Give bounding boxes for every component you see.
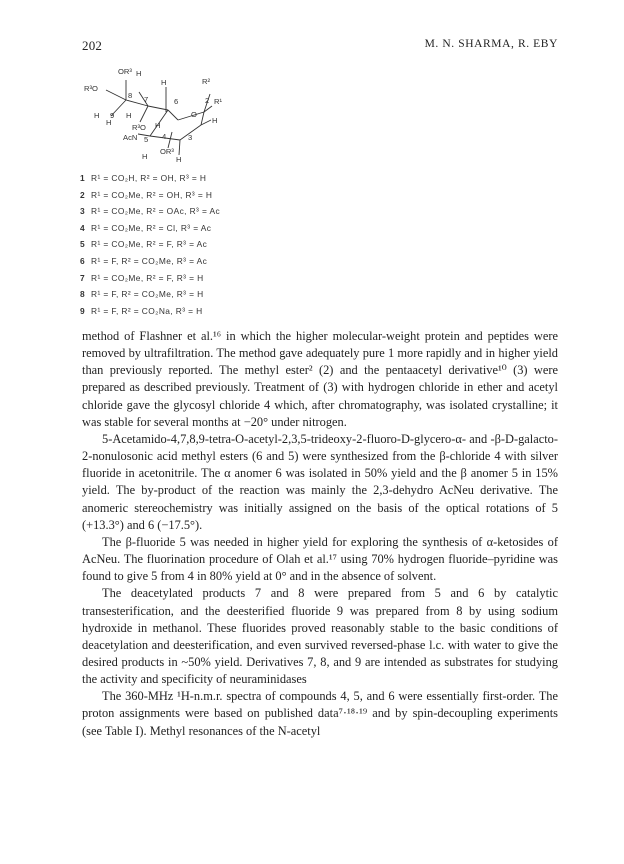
c4-label: 4 xyxy=(162,132,167,141)
compound-substituents: R¹ = CO₂Me, R² = Cl, R³ = Ac xyxy=(91,222,212,233)
page-header xyxy=(82,38,558,54)
c2-label: 2 xyxy=(205,96,210,105)
compound-number: 1 xyxy=(80,173,86,183)
compound-number: 9 xyxy=(80,305,86,316)
compound-number: 3 xyxy=(80,206,86,217)
h-c9b-label: H xyxy=(106,118,112,127)
compound-number: 5 xyxy=(80,239,86,250)
compound-row xyxy=(80,270,300,287)
paragraph: The deacetylated products 7 and 8 were prepared from 5 and 6 by catalytic transesterification, and the deesterified fluoride 9 was prepared from 8 by using sodium hydroxide in methanol. These fluorides proved reasonably stable to the basic conditions of deacetylation and deesterification, and even survived reversed-phase l.c. with water to give the desired products in ~50% yield. Derivatives 7, 8, and 9 are intended as substrates for studying the activity and specificity of neuraminidases xyxy=(82,586,558,687)
c7-label: 7 xyxy=(144,95,149,104)
compound-row xyxy=(80,170,300,187)
c5-label: 5 xyxy=(144,135,149,144)
compound-row xyxy=(80,220,300,237)
r2-label: R² xyxy=(202,77,211,86)
or3-top-label: OR³ xyxy=(118,67,132,76)
compound-substituents: R¹ = CO₂Me, R² = OH, R³ = H xyxy=(91,189,213,200)
acn-label: AcN xyxy=(123,133,138,142)
compound-legend xyxy=(80,170,300,319)
compound-number: 8 xyxy=(80,289,86,300)
compound-substituents: R¹ = F, R² = CO₂Me, R³ = H xyxy=(91,289,204,300)
h-c3-label: H xyxy=(176,155,182,164)
compound-row xyxy=(80,203,300,220)
h-c9a-label: H xyxy=(94,111,100,120)
c9-label: 9 xyxy=(110,111,115,120)
ring-oxygen-label: O xyxy=(191,110,197,119)
compound-number: 6 xyxy=(80,255,86,266)
compound-substituents: R¹ = CO₂H, R² = OH, R³ = H xyxy=(91,173,207,183)
compound-row xyxy=(80,286,300,303)
page-number: 202 xyxy=(82,38,103,53)
chemical-structure-figure xyxy=(76,60,266,170)
h-c3b-label: H xyxy=(212,116,218,125)
compound-row xyxy=(80,303,300,320)
running-head: M. N. SHARMA, R. EBY xyxy=(424,38,558,50)
compound-substituents: R¹ = CO₂Me, R² = OAc, R³ = Ac xyxy=(91,206,221,217)
body-text xyxy=(82,328,558,740)
compound-substituents: R¹ = CO₂Me, R² = F, R³ = Ac xyxy=(91,239,208,250)
compound-row xyxy=(80,253,300,270)
compound-number: 4 xyxy=(80,222,86,233)
c8-label: 8 xyxy=(128,91,133,100)
sialic-acid-structure-diagram xyxy=(76,60,266,170)
c6-label: 6 xyxy=(174,97,179,106)
paragraph: method of Flashner et al.¹⁶ in which the higher molecular-weight protein and peptides were removed by ultrafiltration. The method gave adequately pure 1 more rapidly and in higher yield than previously reported. The methyl ester² (2) and the pentaacetyl derivative¹⁰ (3) were prepared as described previously. Treatment of (3) with hydrogen chloride in ether and acetyl chloride gave the glycosyl chloride 4 which, after chromatography, was isolated crystalline; it was stable for several months at −20° under nitrogen. xyxy=(82,329,558,429)
or3-c4-label: OR³ xyxy=(160,147,174,156)
compound-number: 7 xyxy=(80,272,86,283)
compound-substituents: R¹ = F, R² = CO₂Na, R³ = H xyxy=(91,305,203,316)
compound-substituents: R¹ = CO₂Me, R² = F, R³ = H xyxy=(91,272,204,283)
r3o-mid-label: R³O xyxy=(132,123,146,132)
h-c8-label: H xyxy=(126,111,132,120)
paragraph: The 360-MHz ¹H-n.m.r. spectra of compounds 4, 5, and 6 were essentially first-order. The proton assignments were based on published data⁷·¹⁸·¹⁹ and by spin-decoupling experiments (see Table I). Methyl resonances of the N-acetyl xyxy=(82,689,558,738)
r1-label: R¹ xyxy=(214,97,223,106)
compound-row xyxy=(80,187,300,204)
h-c7-label: H xyxy=(155,121,161,130)
paragraph: The β-fluoride 5 was needed in higher yield for exploring the synthesis of α-ketosides of AcNeu. The fluorination procedure of Olah et al.¹⁷ using 70% hydrogen fluoride–pyridine was found to give 5 from 4 in 80% yield at 0° and in the absence of solvent. xyxy=(82,534,558,584)
r3o-label: R³O xyxy=(84,84,98,93)
h-top-label: H xyxy=(136,69,142,78)
paragraph: 5-Acetamido-4,7,8,9-tetra-O-acetyl-2,3,5-trideoxy-2-fluoro-D-glycero-α- and -β-D-galacto-2-nonulosonic acid methyl esters (6 and 5) were synthesized from the β-chloride 4 with silver fluoride in acetonitrile. The α anomer 6 was isolated in 50% yield and the β anomer 5 in 15% yield. The by-product of the reaction was mainly the 2,3-dehydro AcNeu derivative. The anomeric stereochemistry was initially assigned on the basis of the optical rotations of 5 (+13.3°) and 6 (−17.5°). xyxy=(82,431,558,532)
c3-label: 3 xyxy=(188,133,193,142)
h-n-label: H xyxy=(142,152,148,161)
h-c6-label: H xyxy=(161,78,167,87)
compound-row xyxy=(80,236,300,253)
compound-number: 2 xyxy=(80,189,86,200)
compound-substituents: R¹ = F, R² = CO₂Me, R³ = Ac xyxy=(91,255,208,266)
